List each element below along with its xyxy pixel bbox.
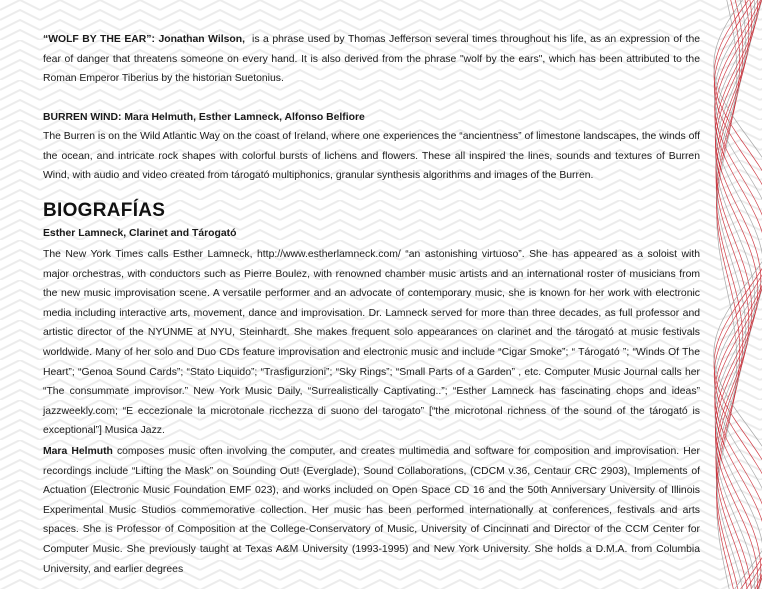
burren-wind-body: The Burren is on the Wild Atlantic Way on the coast of Ireland, where one experiences the “ancientness” of limestone landscapes, the winds off the ocean, and intricate rock shapes with colorful bursts of lichens and flowers. These all inspired the lines, sounds and textures of Burren Wind, with audio and video created from tárogató multiphonics, granular synthesis algorithms and images of the Burren. (43, 131, 700, 182)
wolf-by-the-ear-title: “WOLF BY THE EAR”: Jonathan Wilson, (43, 34, 245, 45)
mara-helmuth-bio (43, 442, 700, 579)
esther-lamneck-subheading: Esther Lamneck, Clarinet and Tárogató (43, 228, 237, 239)
mara-helmuth-name: Mara Helmuth (43, 446, 113, 457)
biografias-heading: BIOGRAFÍAS (43, 200, 166, 221)
esther-lamneck-bio: The New York Times calls Esther Lamneck, http://www.estherlamneck.com/ “an astonishing virtuoso”. She has appeared as a soloist with major orchestras, with conductors such as Pierre Boulez, with renowned chamber music artists and an international roster of musicians from the new music improvisation scene. A versatile performer and an advocate of contemporary music, she is known for her work with electronic media including interactive arts, movement, dance and improvisation. Dr. Lamneck served for more than three decades, as full professor and artistic director of the NYUNME at NYU, Steinhardt. She makes frequent solo appearances on clarinet and the tárogató at music festivals worldwide. Many of her solo and Duo CDs feature improvisation and electronic music and include “Cigar Smoke”; “ Tárogató ”; “Winds Of The Heart”; “Genoa Sound Cards”; “Stato Liquido”; “Trasfigurzioni”; “Sky Rings”; “Small Parts of a Garden” , etc. Computer Music Journal calls her “The consummate improvisor.” New York Music Daily, “Surrealistically Captivating..”; “Esther Lamneck has fascinating chops and ideas” jazzweekly.com; “E eccezionale la microtonale ricchezza di suono del tarogato” [“the microtonal richness of the sound of the tárogató is exceptional”] Musica Jazz. (43, 249, 700, 437)
mara-helmuth-bio-body: composes music often involving the computer, and creates multimedia and software for composition and improvisation. Her recordings include “Lifting the Mask” on Sounding Out! (Everglade), Sound Collaborations, (CDCM v.36, Centaur CRC 2903), Implements of Actuation (Electronic Music Foundation EMF 023), and works included on Open Space CD 16 and the 50th Anniversary University of Illinois Experimental Music Studios commemorative collection. Her music has been performed internationally at conferences, festivals and arts spaces. She is Professor of Composition at the College-Conservatory of Music, University of Cincinnati and Director of the CCM Center for Computer Music. She previously taught at Texas A&M University (1993-1995) and New York University. She holds a D.M.A. from Columbia University, and earlier degrees (43, 446, 700, 575)
wolf-by-the-ear-body: is a phrase used by Thomas Jefferson several times throughout his life, as an expression of the fear of danger that threatens someone on every hand. It is also derived from the phrase "wolf by the ears", which has been attributed to the Roman Emperor Tiberius by the historian Suetonius. (43, 34, 701, 85)
wolf-by-the-ear-note (43, 30, 700, 89)
burren-wind-title: BURREN WIND: Mara Helmuth, Esther Lamneck, Alfonso Belfiore (43, 112, 365, 123)
